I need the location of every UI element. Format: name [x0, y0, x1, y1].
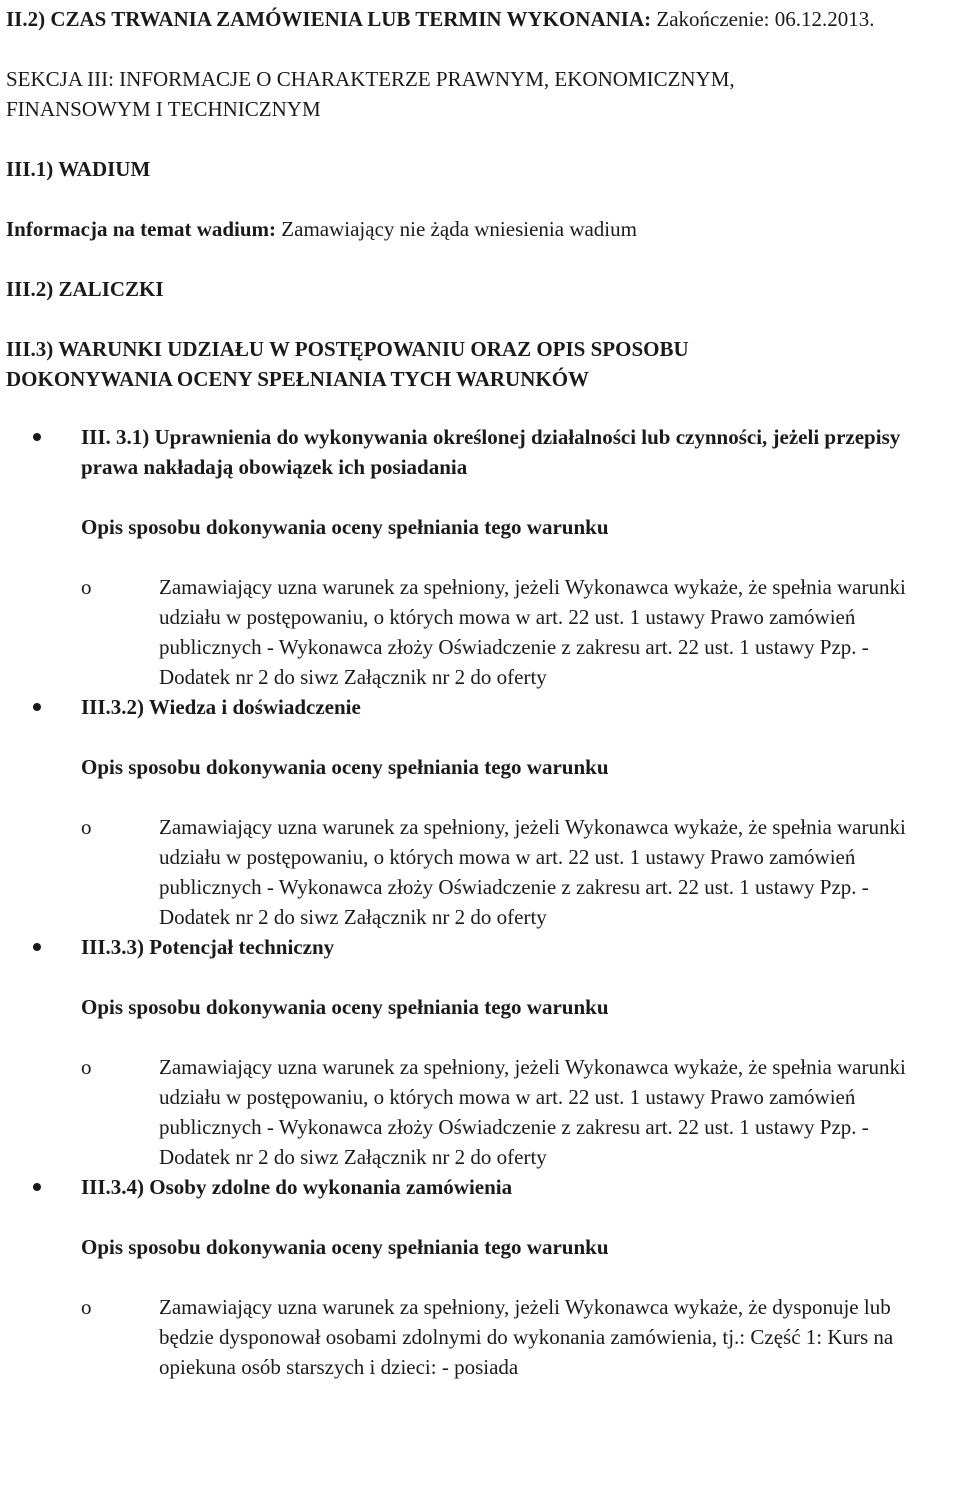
condition-1-title	[6, 422, 954, 482]
opis-label: Opis sposobu dokonywania oceny spełniania tego warunku	[81, 995, 609, 1019]
condition-title-text: III.3.3) Potencjał techniczny	[81, 935, 335, 959]
condition-desc-text: Zamawiający uzna warunek za spełniony, jeżeli Wykonawca wykaże, że dysponuje lub będzie dysponował osobami zdolnymi do wykonania zamówienia, tj.: Część 1: Kurs na opiekuna osób starszych i dzieci: - posiada	[159, 1295, 894, 1379]
bullet-dot-icon	[33, 703, 41, 711]
circle-bullet-icon: o	[81, 1295, 92, 1319]
condition-1-desc	[6, 572, 954, 692]
wadium-label: Informacja na temat wadium:	[6, 217, 277, 241]
warunki-heading-line1: III.3) WARUNKI UDZIAŁU W POSTĘPOWANIU ORAZ OPIS SPOSOBU	[6, 337, 689, 361]
condition-title-text: III.3.4) Osoby zdolne do wykonania zamówienia	[81, 1175, 513, 1199]
circle-bullet-icon: o	[81, 1055, 92, 1079]
wadium-heading: III.1) WADIUM	[6, 157, 151, 181]
opis-label: Opis sposobu dokonywania oceny spełniania tego warunku	[81, 1235, 609, 1259]
section-iii-title-line1: SEKCJA III: INFORMACJE O CHARAKTERZE PRAWNYM, EKONOMICZNYM,	[6, 67, 735, 91]
circle-bullet-icon: o	[81, 575, 92, 599]
warunki-heading	[6, 334, 954, 394]
condition-4-desc	[6, 1292, 954, 1382]
condition-title-text: III.3.2) Wiedza i doświadczenie	[81, 695, 361, 719]
condition-4-title	[6, 1172, 954, 1202]
bullet-dot-icon	[33, 1183, 41, 1191]
section-ii2-heading: II.2) CZAS TRWANIA ZAMÓWIENIA LUB TERMIN WYKONANIA:	[6, 7, 652, 31]
zaliczki-heading: III.2) ZALICZKI	[6, 277, 164, 301]
warunki-heading-line2: DOKONYWANIA OCENY SPEŁNIANIA TYCH WARUNKÓW	[6, 367, 590, 391]
condition-title-text: III. 3.1) Uprawnienia do wykonywania określonej działalności lub czynności, jeżeli przepisy prawa nakładają obowiązek ich posiadania	[81, 425, 901, 479]
circle-bullet-icon: o	[81, 815, 92, 839]
condition-3-title	[6, 932, 954, 962]
condition-2-desc	[6, 812, 954, 932]
wadium-value: Zamawiający nie żąda wniesienia wadium	[281, 217, 637, 241]
opis-label: Opis sposobu dokonywania oceny spełniania tego warunku	[81, 755, 609, 779]
bullet-dot-icon	[33, 433, 41, 441]
section-iii-title	[6, 64, 954, 124]
condition-desc-text: Zamawiający uzna warunek za spełniony, jeżeli Wykonawca wykaże, że spełnia warunki udziału w postępowaniu, o których mowa w art. 22 ust. 1 ustawy Prawo zamówień publicznych - Wykonawca złoży Oświadczenie z zakresu art. 22 ust. 1 ustawy Pzp. - Dodatek nr 2 do siwz Załącznik nr 2 do oferty	[159, 1055, 906, 1169]
condition-2-title	[6, 692, 954, 722]
condition-desc-text: Zamawiający uzna warunek za spełniony, jeżeli Wykonawca wykaże, że spełnia warunki udziału w postępowaniu, o których mowa w art. 22 ust. 1 ustawy Prawo zamówień publicznych - Wykonawca złoży Oświadczenie z zakresu art. 22 ust. 1 ustawy Pzp. - Dodatek nr 2 do siwz Załącznik nr 2 do oferty	[159, 575, 906, 689]
opis-label: Opis sposobu dokonywania oceny spełniania tego warunku	[81, 515, 609, 539]
wadium-info	[6, 214, 954, 244]
section-ii2	[6, 0, 954, 34]
condition-desc-text: Zamawiający uzna warunek za spełniony, jeżeli Wykonawca wykaże, że spełnia warunki udziału w postępowaniu, o których mowa w art. 22 ust. 1 ustawy Prawo zamówień publicznych - Wykonawca złoży Oświadczenie z zakresu art. 22 ust. 1 ustawy Pzp. - Dodatek nr 2 do siwz Załącznik nr 2 do oferty	[159, 815, 906, 929]
section-ii2-value: Zakończenie: 06.12.2013.	[656, 7, 875, 31]
section-iii-title-line2: FINANSOWYM I TECHNICZNYM	[6, 97, 321, 121]
condition-3-desc	[6, 1052, 954, 1172]
bullet-dot-icon	[33, 943, 41, 951]
